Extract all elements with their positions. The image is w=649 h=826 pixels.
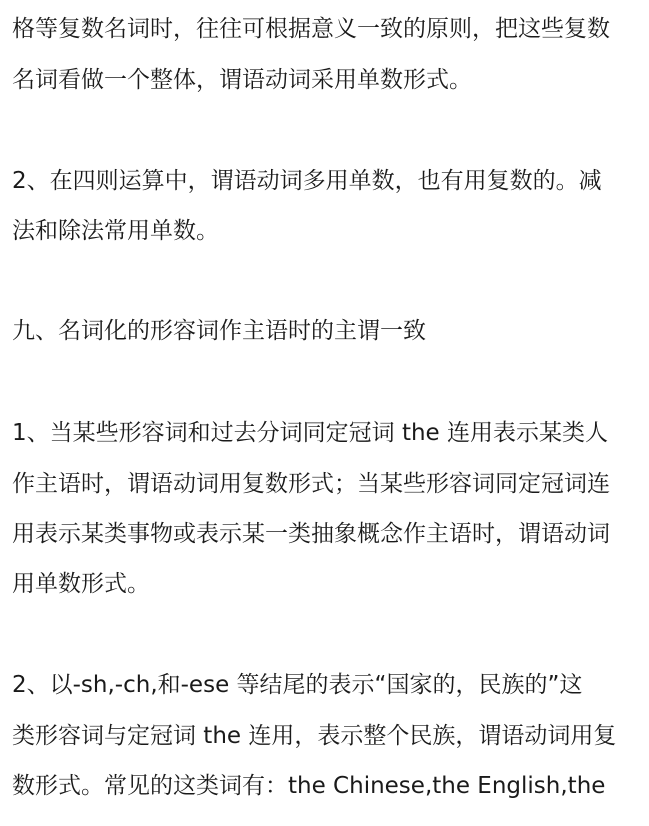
p1-line-2: 名词看做一个整体，谓语动词采用单数形式。 <box>12 67 472 93</box>
p4-line-4: 用单数形式。 <box>12 571 150 597</box>
p5-line-2: 类形容词与定冠词 the 连用，表示整个民族，谓语动词用复 <box>12 723 617 749</box>
p2-line-1: 2、在四则运算中，谓语动词多用单数，也有用复数的。减 <box>12 168 602 194</box>
p4-line-1: 1、当某些形容词和过去分词同定冠词 the 连用表示某类人 <box>12 420 609 446</box>
p5-line-3: 数形式。常见的这类词有：the Chinese,the English,the <box>12 773 606 799</box>
p5-line-1: 2、以-sh,-ch,和-ese 等结尾的表示“国家的，民族的”这 <box>12 672 583 698</box>
p1-line-1: 格等复数名词时，往往可根据意义一致的原则，把这些复数 <box>12 16 610 42</box>
p4-line-3: 用表示某类事物或表示某一类抽象概念作主语时，谓语动词 <box>12 521 610 547</box>
section-heading: 九、名词化的形容词作主语时的主谓一致 <box>12 318 426 344</box>
p2-line-2: 法和除法常用单数。 <box>12 218 219 244</box>
p4-line-2: 作主语时，谓语动词用复数形式；当某些形容词同定冠词连 <box>12 471 610 497</box>
